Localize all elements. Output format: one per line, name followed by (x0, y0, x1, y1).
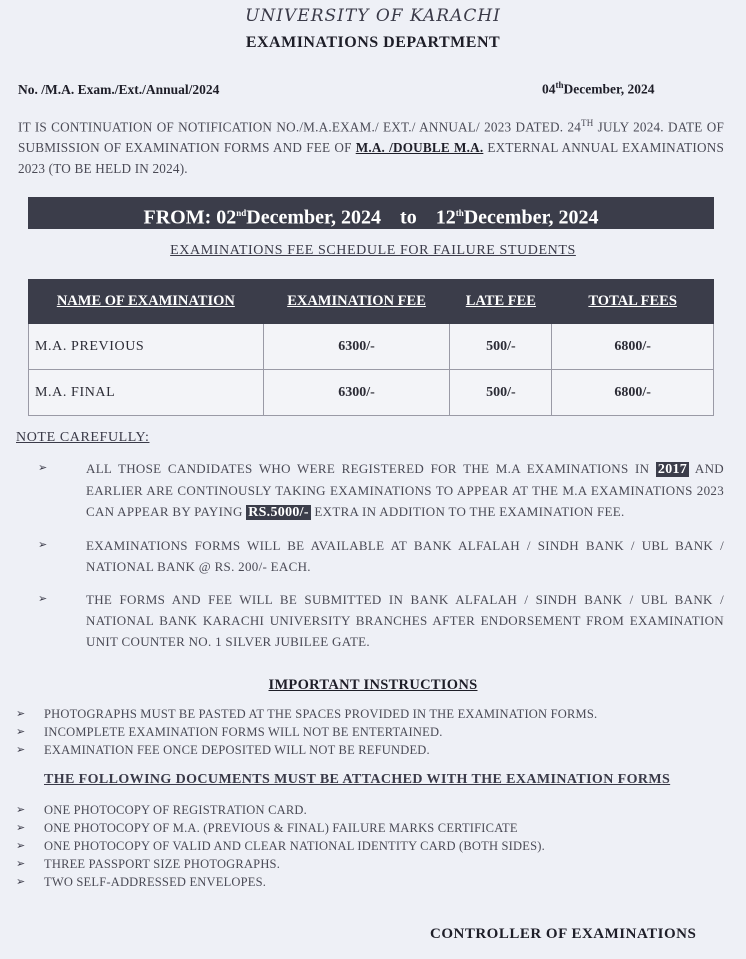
list-item (16, 801, 726, 819)
highlighted-year: 2017 (657, 462, 688, 477)
list-item (36, 535, 724, 577)
document-text: ONE PHOTOCOPY OF M.A. (PREVIOUS & FINAL) FAILURE MARKS CERTIFICATE (44, 821, 518, 835)
list-item (16, 873, 726, 891)
note-3-text: THE FORMS AND FEE WILL BE SUBMITTED IN BANK ALFALAH / SINDH BANK / UBL BANK / NATIONAL BANK KARACHI UNIVERSITY BRANCHES AFTER ENDORSEMENT FROM EXAMINATION UNIT COUNTER NO. 1 SILVER JUBILEE GATE. (86, 592, 724, 649)
list-item (16, 855, 726, 873)
list-item (16, 741, 726, 759)
notice-date (542, 80, 655, 98)
instruction-text: PHOTOGRAPHS MUST BE PASTED AT THE SPACES PROVIDED IN THE EXAMINATION FORMS. (44, 707, 598, 721)
list-item (16, 723, 726, 741)
note-list (36, 458, 724, 664)
exam-fee-cell: 6300/- (263, 324, 450, 370)
important-instructions-title: IMPORTANT INSTRUCTIONS (268, 677, 478, 693)
exam-name-cell: M.A. FINAL (29, 370, 264, 416)
intro-part-3: EXTERNAL ANNUAL EXAMINATIONS 2023 (TO BE HELD IN 2024). (18, 140, 724, 177)
note-1-text-b: AND EARLIER ARE CONTINOUSLY TAKING EXAMINATIONS TO APPEAR AT THE M.A EXAMINATIONS 2023 CAN APPEAR BY PAYING (86, 461, 724, 519)
list-item (36, 458, 724, 523)
late-fee-cell: 500/- (450, 370, 552, 416)
banner-from-label: FROM: (143, 206, 212, 229)
date-rest: December, 2024 (563, 81, 655, 97)
intro-part-1: IT IS CONTINUATION OF NOTIFICATION NO./M.A.EXAM./ EXT./ ANNUAL/ 2023 DATED. 24 (18, 119, 582, 135)
arrow-bullet-icon: ➢ (38, 539, 48, 551)
important-instructions-list (16, 705, 726, 759)
banner-start-suffix: nd (236, 208, 247, 218)
intro-program: M.A. /DOUBLE M.A. (355, 140, 484, 156)
arrow-bullet-icon: ➢ (16, 726, 26, 738)
arrow-bullet-icon: ➢ (16, 744, 26, 756)
header-total-fees: TOTAL FEES (552, 280, 714, 324)
banner-end-day: 12 (435, 206, 456, 229)
header-exam-name: NAME OF EXAMINATION (29, 280, 264, 324)
banner-end-rest: December, 2024 (463, 206, 599, 229)
note-title: NOTE CAREFULLY: (16, 430, 150, 445)
instruction-text: EXAMINATION FEE ONCE DEPOSITED WILL NOT BE REFUNDED. (44, 743, 430, 757)
date-day: 04 (542, 81, 556, 97)
arrow-bullet-icon: ➢ (16, 822, 26, 834)
reference-number: No. /M.A. Exam./Ext./Annual/2024 (18, 82, 220, 97)
header-exam-fee: EXAMINATION FEE (263, 280, 450, 324)
highlighted-amount: RS.5000/- (248, 505, 309, 520)
department-name: EXAMINATIONS DEPARTMENT (245, 34, 501, 51)
list-item (16, 705, 726, 723)
total-fee-cell: 6800/- (552, 370, 714, 416)
arrow-bullet-icon: ➢ (38, 462, 48, 474)
banner-end-suffix: th (455, 208, 464, 218)
instruction-text: INCOMPLETE EXAMINATION FORMS WILL NOT BE ENTERTAINED. (44, 725, 443, 739)
date-suffix: th (555, 80, 564, 90)
note-1-text-a: ALL THOSE CANDIDATES WHO WERE REGISTERED FOR THE M.A EXAMINATIONS IN (86, 461, 656, 476)
table-row (29, 370, 714, 416)
arrow-bullet-icon: ➢ (38, 593, 48, 605)
arrow-bullet-icon: ➢ (16, 840, 26, 852)
list-item (36, 589, 724, 652)
banner-to-label: to (400, 206, 417, 229)
fee-table-header-row (29, 280, 714, 324)
note-2-text: EXAMINATIONS FORMS WILL BE AVAILABLE AT BANK ALFALAH / SINDH BANK / UBL BANK / NATIONAL BANK @ RS. 200/- EACH. (86, 538, 724, 574)
arrow-bullet-icon: ➢ (16, 804, 26, 816)
arrow-bullet-icon: ➢ (16, 708, 26, 720)
banner-start-day: 02 (216, 206, 237, 229)
document-text: ONE PHOTOCOPY OF REGISTRATION CARD. (44, 803, 307, 817)
fee-table (28, 279, 714, 416)
documents-list (16, 801, 726, 891)
university-name: UNIVERSITY OF KARACHI (245, 6, 501, 26)
signatory: CONTROLLER OF EXAMINATIONS (430, 926, 697, 942)
list-item (16, 837, 726, 855)
table-row (29, 324, 714, 370)
documents-title: THE FOLLOWING DOCUMENTS MUST BE ATTACHED WITH THE EXAMINATION FORMS (44, 772, 671, 787)
banner-start-rest: December, 2024 (246, 206, 382, 229)
arrow-bullet-icon: ➢ (16, 858, 26, 870)
fee-schedule-title: EXAMINATIONS FEE SCHEDULE FOR FAILURE STUDENTS (170, 243, 576, 258)
list-item (16, 819, 726, 837)
exam-name-cell: M.A. PREVIOUS (29, 324, 264, 370)
arrow-bullet-icon: ➢ (16, 876, 26, 888)
intro-sup: TH (581, 118, 594, 128)
submission-dates-banner (28, 197, 714, 229)
document-text: TWO SELF-ADDRESSED ENVELOPES. (44, 875, 267, 889)
late-fee-cell: 500/- (450, 324, 552, 370)
document-text: THREE PASSPORT SIZE PHOTOGRAPHS. (44, 857, 281, 871)
total-fee-cell: 6800/- (552, 324, 714, 370)
intro-part-2: JULY 2024. DATE OF SUBMISSION OF EXAMINATION FORMS AND FEE OF (18, 119, 724, 156)
note-1-text-c: EXTRA IN ADDITION TO THE EXAMINATION FEE. (310, 504, 625, 519)
header-late-fee: LATE FEE (450, 280, 552, 324)
document-text: ONE PHOTOCOPY OF VALID AND CLEAR NATIONAL IDENTITY CARD (BOTH SIDES). (44, 839, 545, 853)
exam-fee-cell: 6300/- (263, 370, 450, 416)
intro-paragraph (18, 113, 724, 179)
